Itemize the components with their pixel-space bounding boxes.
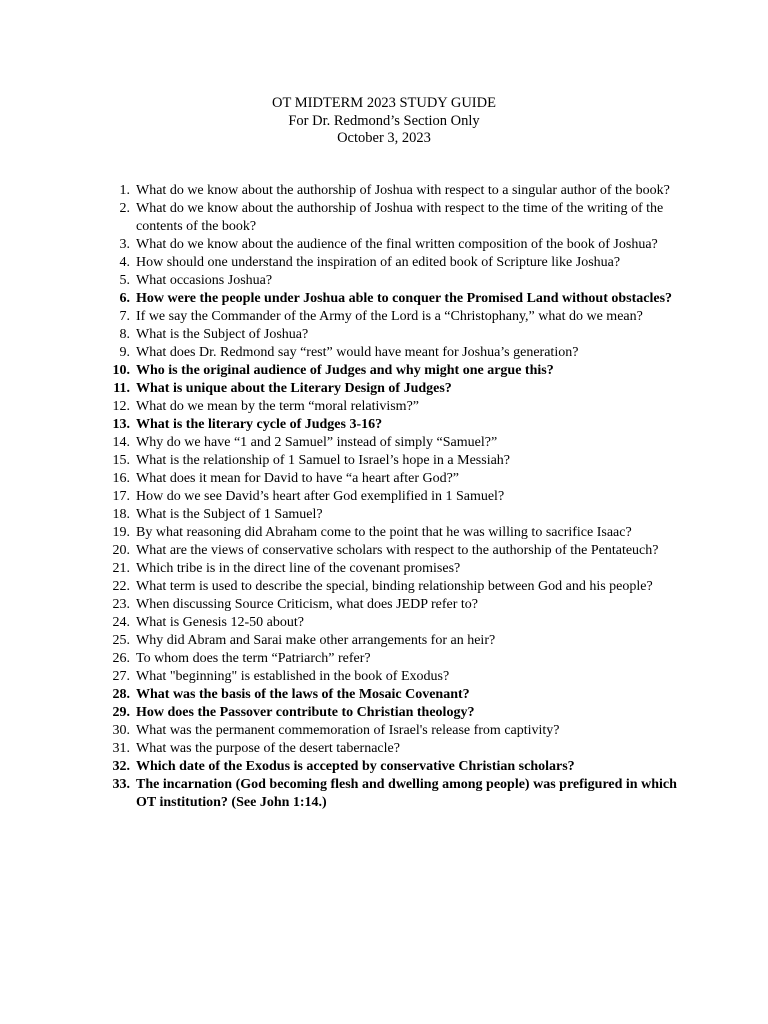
question-text: What occasions Joshua? [136, 273, 273, 288]
question-item [106, 614, 686, 632]
question-item [106, 344, 686, 362]
question-item [106, 434, 686, 452]
document-header [0, 95, 768, 148]
question-text: How does the Passover contribute to Christian theology? [136, 705, 475, 720]
question-number: 4. [119, 255, 130, 270]
question-number: 24. [112, 615, 130, 630]
question-item [106, 758, 686, 776]
question-item [106, 650, 686, 668]
question-text: What is the literary cycle of Judges 3-16? [136, 417, 383, 432]
question-number: 28. [112, 687, 130, 702]
question-text: What was the basis of the laws of the Mosaic Covenant? [136, 687, 470, 702]
question-item [106, 596, 686, 614]
question-text: What was the permanent commemoration of Israel's release from captivity? [136, 723, 560, 738]
question-item [106, 236, 686, 254]
question-item [106, 632, 686, 650]
question-number: 19. [112, 525, 130, 540]
question-number: 22. [112, 579, 130, 594]
question-item [106, 560, 686, 578]
question-number: 5. [119, 273, 130, 288]
question-list [106, 182, 686, 812]
question-item [106, 200, 686, 236]
question-item [106, 272, 686, 290]
question-text: What do we know about the audience of the final written composition of the book of Joshua? [136, 237, 658, 252]
question-text: Which tribe is in the direct line of the covenant promises? [136, 561, 461, 576]
question-number: 8. [119, 327, 130, 342]
question-number: 18. [112, 507, 130, 522]
question-text: What does Dr. Redmond say “rest” would have meant for Joshua’s generation? [136, 345, 579, 360]
question-item [106, 668, 686, 686]
question-number: 17. [112, 489, 130, 504]
question-number: 29. [112, 705, 130, 720]
question-number: 31. [112, 741, 130, 756]
question-text: Which date of the Exodus is accepted by conservative Christian scholars? [136, 759, 575, 774]
question-item [106, 362, 686, 380]
document-date: October 3, 2023 [337, 130, 431, 146]
question-item [106, 326, 686, 344]
question-text: What is unique about the Literary Design of Judges? [136, 381, 452, 396]
question-number: 21. [112, 561, 130, 576]
question-item [106, 578, 686, 596]
question-text: What do we know about the authorship of Joshua with respect to the time of the writing of the contents of the book? [136, 201, 664, 234]
question-number: 7. [119, 309, 130, 324]
question-text: If we say the Commander of the Army of the Lord is a “Christophany,” what do we mean? [136, 309, 643, 324]
question-number: 3. [119, 237, 130, 252]
question-item [106, 740, 686, 758]
question-number: 27. [112, 669, 130, 684]
question-item [106, 488, 686, 506]
question-item [106, 470, 686, 488]
question-number: 13. [112, 417, 130, 432]
question-text: What are the views of conservative scholars with respect to the authorship of the Pentateuch? [136, 543, 659, 558]
question-text: What is the Subject of 1 Samuel? [136, 507, 323, 522]
question-text: What do we know about the authorship of Joshua with respect to a singular author of the book? [136, 183, 670, 198]
document-subtitle: For Dr. Redmond’s Section Only [288, 112, 480, 129]
question-text: How were the people under Joshua able to conquer the Promised Land without obstacles? [136, 291, 673, 306]
question-text: What was the purpose of the desert tabernacle? [136, 741, 400, 756]
question-item [106, 524, 686, 542]
question-text: What do we mean by the term “moral relativism?” [136, 399, 420, 414]
question-item [106, 398, 686, 416]
question-text: Why did Abram and Sarai make other arrangements for an heir? [136, 633, 496, 648]
question-item [106, 506, 686, 524]
question-number: 6. [119, 291, 130, 306]
question-text: How should one understand the inspiration of an edited book of Scripture like Joshua? [136, 255, 621, 270]
question-text: What term is used to describe the special, binding relationship between God and his people? [136, 579, 653, 594]
question-text: What does it mean for David to have “a heart after God?” [136, 471, 460, 486]
question-item [106, 776, 686, 812]
question-item [106, 380, 686, 398]
question-text: Why do we have “1 and 2 Samuel” instead of simply “Samuel?” [136, 435, 498, 450]
question-text: The incarnation (God becoming flesh and dwelling among people) was prefigured in which OT institution? (See John 1:14.) [136, 777, 677, 810]
question-item [106, 290, 686, 308]
question-number: 11. [113, 381, 130, 396]
question-number: 16. [112, 471, 130, 486]
question-item [106, 416, 686, 434]
question-item [106, 308, 686, 326]
question-item [106, 542, 686, 560]
question-number: 14. [112, 435, 130, 450]
question-text: What is Genesis 12-50 about? [136, 615, 304, 630]
question-number: 1. [119, 183, 130, 198]
question-item [106, 722, 686, 740]
question-number: 33. [112, 777, 130, 792]
question-number: 32. [112, 759, 130, 774]
question-number: 25. [112, 633, 130, 648]
question-item [106, 452, 686, 470]
question-item [106, 686, 686, 704]
question-text: How do we see David’s heart after God exemplified in 1 Samuel? [136, 489, 505, 504]
question-item [106, 254, 686, 272]
question-number: 26. [112, 651, 130, 666]
question-text: What "beginning" is established in the book of Exodus? [136, 669, 450, 684]
question-text: What is the Subject of Joshua? [136, 327, 309, 342]
question-text: To whom does the term “Patriarch” refer? [136, 651, 371, 666]
question-number: 20. [112, 543, 130, 558]
question-number: 2. [119, 201, 130, 216]
question-item [106, 704, 686, 722]
question-text: By what reasoning did Abraham come to the point that he was willing to sacrifice Isaac? [136, 525, 632, 540]
question-number: 9. [119, 345, 130, 360]
question-number: 12. [112, 399, 130, 414]
document-title: OT MIDTERM 2023 STUDY GUIDE [272, 95, 496, 111]
question-number: 30. [112, 723, 130, 738]
question-number: 23. [112, 597, 130, 612]
question-number: 10. [112, 363, 130, 378]
question-text: What is the relationship of 1 Samuel to Israel’s hope in a Messiah? [136, 453, 511, 468]
question-text: Who is the original audience of Judges and why might one argue this? [136, 363, 554, 378]
question-text: When discussing Source Criticism, what does JEDP refer to? [136, 597, 479, 612]
question-number: 15. [112, 453, 130, 468]
question-item [106, 182, 686, 200]
